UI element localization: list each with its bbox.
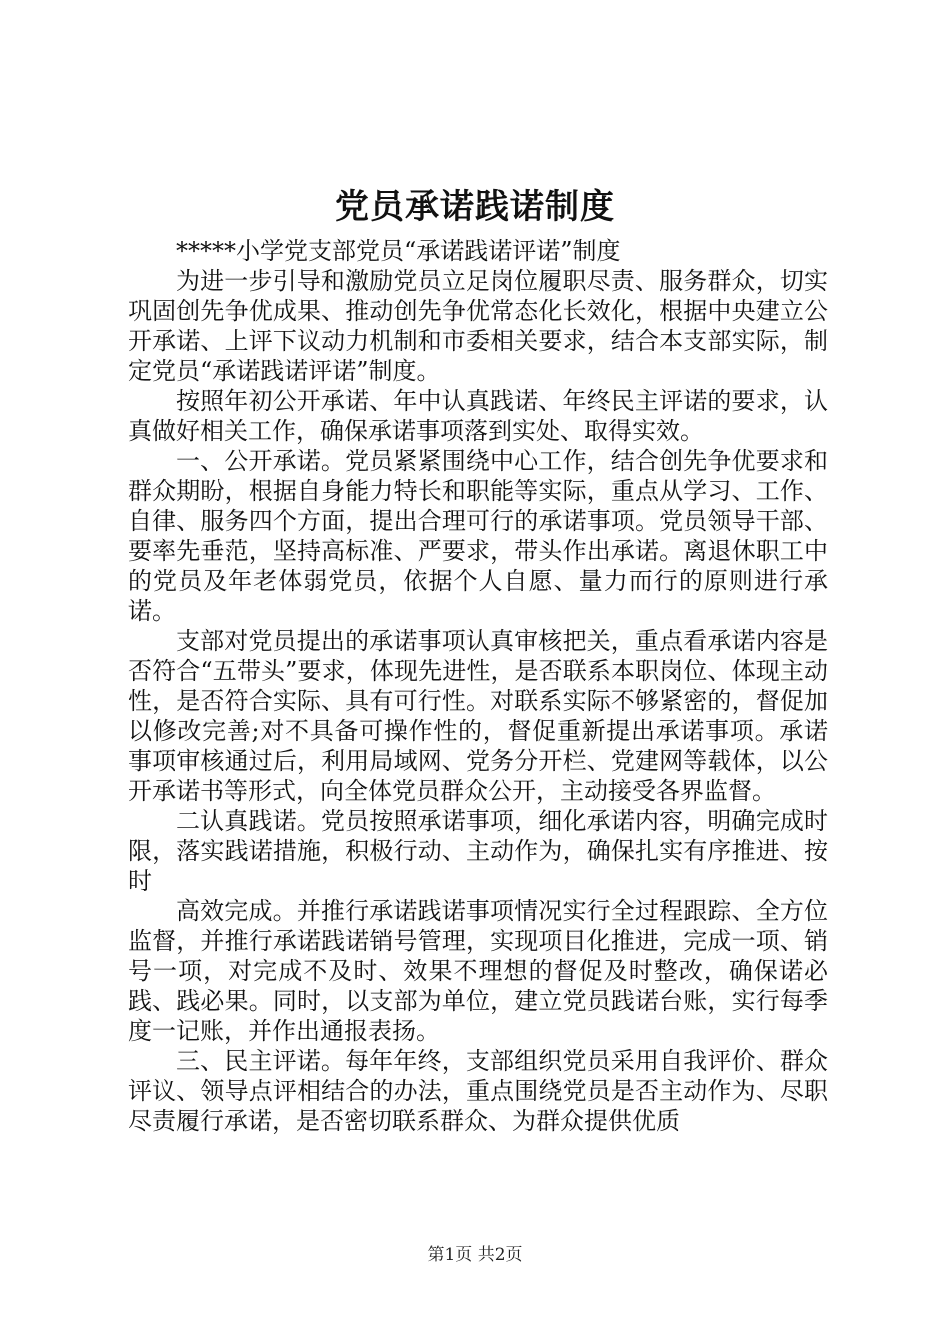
body-paragraph: 按照年初公开承诺、年中认真践诺、年终民主评诺的要求，认真做好相关工作，确保承诺事项落到实处、取得实效。 — [128, 387, 828, 445]
body-paragraph: 三、民主评诺。每年年终，支部组织党员采用自我评价、群众评议、领导点评相结合的办法，重点围绕党员是否主动作为、尽职尽责履行承诺，是否密切联系群众、为群众提供优质 — [128, 1047, 828, 1135]
document-title: 党员承诺践诺制度 — [335, 187, 615, 227]
body-paragraph: 高效完成。并推行承诺践诺事项情况实行全过程跟踪、全方位监督，并推行承诺践诺销号管理，实现项目化推进，完成一项、销号一项，对完成不及时、效果不理想的督促及时整改，确保诺必践、践必果。同时，以支部为单位，建立党员践诺台账，实行每季度一记账，并作出通报表扬。 — [128, 897, 828, 1045]
document-body — [128, 236, 828, 1136]
body-paragraph: 支部对党员提出的承诺事项认真审核把关，重点看承诺内容是否符合“五带头”要求，体现先进性，是否联系本职岗位、体现主动性，是否符合实际、具有可行性。对联系实际不够紧密的，督促加以修改完善;对不具备可操作性的，督促重新提出承诺事项。承诺事项审核通过后，利用局域网、党务分开栏、党建网等载体，以公开承诺书等形式，向全体党员群众公开，主动接受各界监督。 — [128, 627, 828, 805]
body-paragraph: 二认真践诺。党员按照承诺事项，细化承诺内容，明确完成时限，落实践诺措施，积极行动、主动作为，确保扎实有序推进、按时 — [128, 807, 828, 895]
body-paragraph: 一、公开承诺。党员紧紧围绕中心工作，结合创先争优要求和群众期盼，根据自身能力特长和职能等实际，重点从学习、工作、自律、服务四个方面，提出合理可行的承诺事项。党员领导干部、要率先垂范，坚持高标准、严要求，带头作出承诺。离退休职工中的党员及年老体弱党员，依据个人自愿、量力而行的原则进行承诺。 — [128, 447, 828, 625]
subtitle-paragraph: *****小学党支部党员“承诺践诺评诺”制度 — [176, 237, 621, 265]
page-number-footer: 第1页 共2页 — [427, 1245, 523, 1265]
body-paragraph: 为进一步引导和激励党员立足岗位履职尽责、服务群众，切实巩固创先争优成果、推动创先争优常态化长效化，根据中央建立公开承诺、上评下议动力机制和市委相关要求，结合本支部实际，制定党员“承诺践诺评诺”制度。 — [128, 267, 828, 385]
